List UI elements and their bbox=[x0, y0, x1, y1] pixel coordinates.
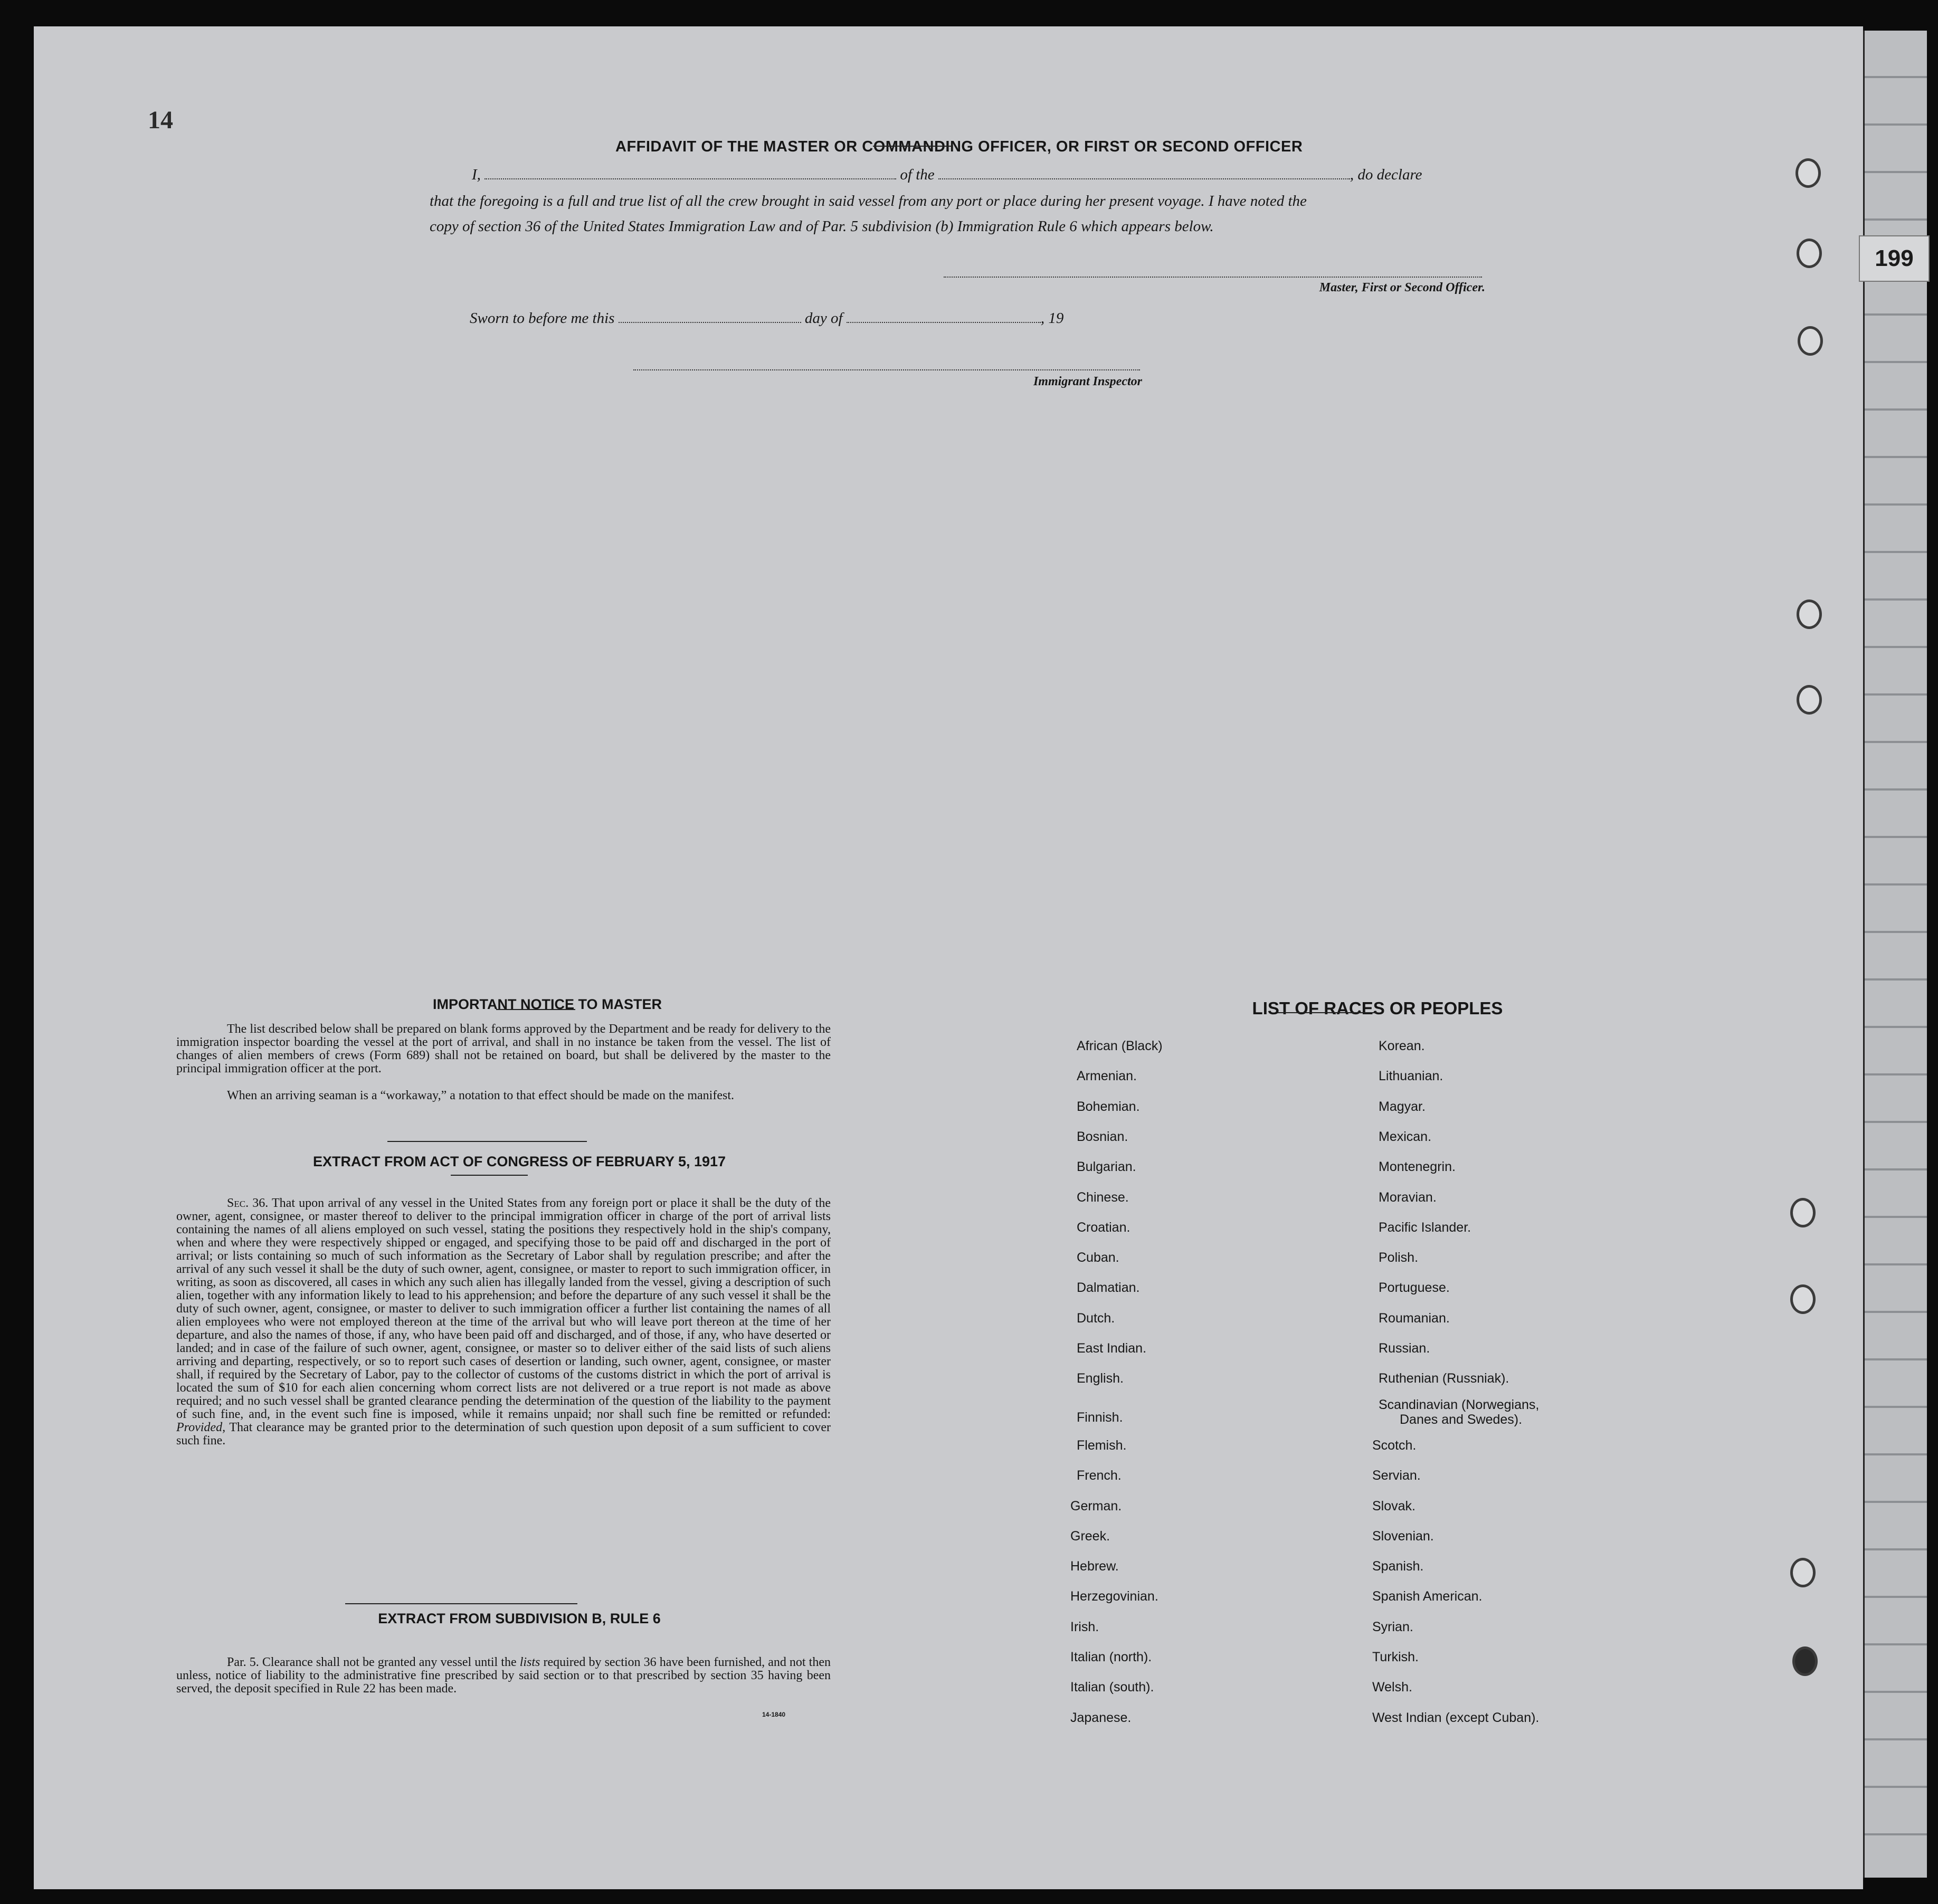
race-item: Moravian. bbox=[1379, 1190, 1437, 1205]
adjacent-page-edge bbox=[1863, 31, 1927, 1878]
sworn-line bbox=[470, 305, 1156, 331]
binder-hole bbox=[1790, 1558, 1816, 1587]
of-the-label: of the bbox=[900, 166, 935, 183]
race-item: Cuban. bbox=[1077, 1250, 1119, 1265]
binder-hole bbox=[1798, 326, 1823, 356]
sworn-month-field[interactable] bbox=[847, 309, 1041, 323]
notice-underline bbox=[496, 1009, 575, 1010]
race-item: Chinese. bbox=[1077, 1190, 1129, 1205]
race-item: Bulgarian. bbox=[1077, 1159, 1136, 1174]
title-underline bbox=[873, 146, 952, 147]
race-item: Dutch. bbox=[1077, 1311, 1115, 1326]
notice-paragraph-1: The list described below shall be prepared on blank forms approved by the Department and be ready for delivery to the immigration inspector boarding the vessel at the port of arrival, and shall in no instance be taken from the vessel. The list of changes of alien members of crews (Form 689) shall not be retained on board, but shall be delivered by the master to the principal immigration officer at the port. bbox=[176, 1022, 831, 1075]
race-item: Croatian. bbox=[1077, 1220, 1130, 1235]
race-item: Spanish American. bbox=[1372, 1589, 1483, 1604]
race-item: Mexican. bbox=[1379, 1129, 1432, 1144]
race-item: Slovak. bbox=[1372, 1499, 1416, 1513]
race-item: English. bbox=[1077, 1371, 1124, 1386]
race-item: Pacific Islander. bbox=[1379, 1220, 1471, 1235]
race-item: Bosnian. bbox=[1077, 1129, 1128, 1144]
page-number-tab: 199 bbox=[1859, 235, 1930, 282]
race-item: Polish. bbox=[1379, 1250, 1419, 1265]
race-item: Slovenian. bbox=[1372, 1529, 1434, 1544]
race-item: Welsh. bbox=[1372, 1680, 1412, 1694]
year-19-label: , 19 bbox=[1040, 310, 1064, 327]
race-item: Russian. bbox=[1379, 1341, 1430, 1356]
race-item: Finnish. bbox=[1077, 1410, 1123, 1425]
binder-hole bbox=[1797, 599, 1822, 629]
race-item: Magyar. bbox=[1379, 1099, 1426, 1114]
rule-text-b: required by section 36 have been furnished, and not then unless, notice of liability to the administrative fine prescribed by said section or to that prescribed by section 35 having been served, the deposit specified in Rule 22 has been made. bbox=[176, 1655, 831, 1696]
race-item: French. bbox=[1077, 1468, 1122, 1483]
affidavit-line-2: that the foregoing is a full and true list of all the crew brought in said vessel from any port or place during her present voyage. I have noted the bbox=[430, 193, 1307, 210]
race-item: Scotch. bbox=[1372, 1438, 1417, 1453]
lists-word: lists bbox=[519, 1655, 540, 1669]
rule-text-a: Par. 5. Clearance shall not be granted any vessel until the bbox=[227, 1655, 517, 1669]
binder-hole bbox=[1796, 158, 1821, 188]
sworn-label: Sworn to before me this bbox=[470, 310, 615, 327]
vessel-name-field[interactable] bbox=[938, 166, 1350, 179]
rule-extract-title: EXTRACT FROM SUBDIVISION B, RULE 6 bbox=[378, 1611, 661, 1626]
race-item: Korean. bbox=[1379, 1039, 1425, 1053]
race-item: Greek. bbox=[1070, 1529, 1110, 1544]
sec-36-body-end: That clearance may be granted prior to the determination of such question upon deposit of a sum sufficient to cover such fine. bbox=[176, 1421, 831, 1448]
officer-name-field[interactable] bbox=[484, 166, 896, 179]
affidavit-title: AFFIDAVIT OF THE MASTER OR COMMANDING OFFICER, OR FIRST OR SECOND OFFICER bbox=[615, 138, 1303, 155]
race-item: Servian. bbox=[1372, 1468, 1421, 1483]
binder-hole bbox=[1790, 1198, 1816, 1227]
sworn-day-field[interactable] bbox=[619, 309, 801, 323]
section-separator-1 bbox=[387, 1141, 587, 1142]
races-underline bbox=[1277, 1012, 1378, 1013]
race-item: East Indian. bbox=[1077, 1341, 1147, 1356]
form-number: 14-1840 bbox=[762, 1711, 786, 1718]
notice-title: IMPORTANT NOTICE TO MASTER bbox=[433, 996, 662, 1012]
race-item: West Indian (except Cuban). bbox=[1372, 1710, 1540, 1725]
do-declare-label: , do declare bbox=[1350, 166, 1422, 183]
document-page bbox=[34, 26, 1863, 1889]
notice-paragraph-2: When an arriving seaman is a “workaway,” a notation to that effect should be made on the manifest. bbox=[227, 1089, 734, 1102]
race-item: Dalmatian. bbox=[1077, 1280, 1140, 1295]
race-item: Herzegovinian. bbox=[1070, 1589, 1158, 1604]
race-item: Danes and Swedes). bbox=[1400, 1412, 1523, 1427]
affidavit-line-3: copy of section 36 of the United States Immigration Law and of Par. 5 subdivision (b) Immigration Rule 6 which appears below. bbox=[430, 218, 1214, 235]
race-item: Montenegrin. bbox=[1379, 1159, 1456, 1174]
race-item: Italian (south). bbox=[1070, 1680, 1154, 1694]
binder-hole bbox=[1797, 239, 1822, 268]
section-separator-2 bbox=[345, 1603, 577, 1604]
race-item: Roumanian. bbox=[1379, 1311, 1450, 1326]
act-extract-text bbox=[176, 1197, 831, 1448]
race-item: African (Black) bbox=[1077, 1039, 1163, 1053]
race-item: Flemish. bbox=[1077, 1438, 1127, 1453]
race-item: Lithuanian. bbox=[1379, 1069, 1443, 1083]
master-signature-line[interactable] bbox=[944, 277, 1482, 278]
inspector-signature-caption: Immigrant Inspector bbox=[1033, 375, 1142, 388]
affidavit-line-1 bbox=[472, 161, 1485, 188]
inspector-signature-line[interactable] bbox=[633, 369, 1140, 370]
binder-hole bbox=[1792, 1646, 1818, 1676]
provided-word: Provided, bbox=[176, 1421, 226, 1434]
sec-36-body: That upon arrival of any vessel in the United States from any foreign port or place it shall be the duty of the owner, agent, consignee, or master thereof to deliver to the principal immigration officer in charge of the port of arrival lists containing the names of all aliens employed on such vessel, stating the positions they respectively hold in the ship's company, when and where they were respectively shipped or engaged, and specifying those to be paid off and discharged in the port of arrival; or lists containing so much of such information as the Secretary of Labor shall by regulation prescribe; and after the arrival of any such vessel it shall be the duty of such owner, agent, consignee, or master to report to such immigration officer, in writing, as soon as discovered, all cases in which any such alien has illegally landed from the vessel, giving a description of such alien, together with any information likely to lead to his apprehension; and before the departure of any such vessel it shall be the duty of such owner, agent, consignee, or master to deliver to such immigration officer a further list containing the names of all alien employees who were not employed thereon at the time of the arrival but who will leave port thereon at the time of her departure, and also the names of those, if any, who have been paid off and discharged, and of those, if any, who have deserted or landed; and in case of the failure of such owner, agent, consignee, or master so to deliver either of the said lists of such aliens arriving and departing, respectively, or so to report such cases of desertion or landing, such owner, agent, consignee, or master shall, if required by the Secretary of Labor, pay to the collector of customs of the customs district in which the port of arrival is located the sum of $10 for each alien concerning whom correct lists are not delivered or a true report is not made as above required; and no such vessel shall be granted clearance pending the determination of the question of the liability to the payment of such fine, and, in the event such fine is imposed, while it remains unpaid; nor shall such fine be remitted or refunded: bbox=[176, 1196, 831, 1421]
race-item: Portuguese. bbox=[1379, 1280, 1450, 1295]
race-item: Italian (north). bbox=[1070, 1650, 1152, 1664]
race-item: Scandinavian (Norwegians, bbox=[1379, 1397, 1540, 1412]
binder-hole bbox=[1790, 1284, 1816, 1314]
races-title: LIST OF RACES OR PEOPLES bbox=[1252, 998, 1503, 1018]
race-item: Hebrew. bbox=[1070, 1559, 1119, 1574]
race-item: Syrian. bbox=[1372, 1620, 1413, 1634]
act-extract-underline bbox=[451, 1175, 528, 1176]
master-signature-caption: Master, First or Second Officer. bbox=[1319, 281, 1485, 294]
bleed-through-text bbox=[377, 116, 385, 138]
corner-handwritten-mark: 14 bbox=[148, 106, 173, 134]
act-extract-title: EXTRACT FROM ACT OF CONGRESS OF FEBRUARY 5, 1917 bbox=[312, 1154, 726, 1169]
race-item: Ruthenian (Russniak). bbox=[1379, 1371, 1509, 1386]
rule-extract-text bbox=[176, 1656, 831, 1696]
sec-36-label: Sec. 36. bbox=[227, 1196, 269, 1210]
race-item: Irish. bbox=[1070, 1620, 1099, 1634]
declare-i-label: I, bbox=[472, 166, 481, 183]
race-item: Bohemian. bbox=[1077, 1099, 1140, 1114]
race-item: Armenian. bbox=[1077, 1069, 1137, 1083]
race-item: Spanish. bbox=[1372, 1559, 1424, 1574]
race-item: Turkish. bbox=[1372, 1650, 1419, 1664]
race-item: German. bbox=[1070, 1499, 1122, 1513]
race-item: Japanese. bbox=[1070, 1710, 1132, 1725]
binder-hole bbox=[1797, 685, 1822, 715]
day-of-label: day of bbox=[804, 310, 843, 327]
